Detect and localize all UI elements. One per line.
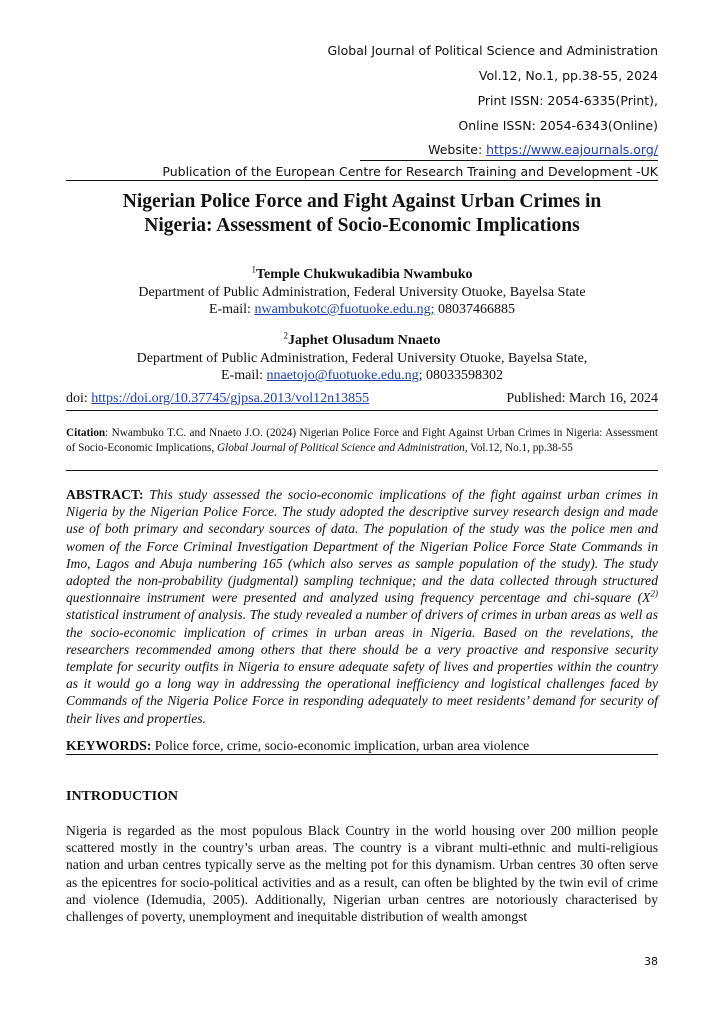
introduction-text: Nigeria is regarded as the most populous Black Country in the world housing over 200 million people scattered mostly in the country’s urban areas. The country is a vibrant multi-ethnic and multi-religious nation and urban centres typically serve as the melting pot for this dynamism. Urban centres 30 often serve as the epicentres for socio-political activities and as a result, can often be blighted by the twin evil of crime and violence (Idemudia, 2005). Additionally, Nigerian urban centres are notoriously characterised by challenges of poverty, unemployment and inequitable distribution of wealth amongst — [66, 823, 658, 925]
citation-journal: Global Journal of Political Science and Administration — [217, 442, 465, 454]
author2-contact — [60, 367, 664, 384]
citation-text-b: , Vol.12, No.1, pp.38-55 — [464, 442, 573, 454]
header-rule-bottom — [66, 180, 658, 181]
author2-sup: 2 — [283, 330, 289, 341]
author1-name — [60, 266, 664, 283]
journal-name: Global Journal of Political Science and Administration — [327, 43, 658, 58]
author1-phone: 08037466885 — [434, 302, 516, 317]
title-line-1: Nigerian Police Force and Fight Against Urban Crimes in — [122, 191, 602, 212]
author1-sup: 1 — [251, 264, 256, 275]
doi-line — [66, 391, 369, 407]
author2-phone: ; 08033598302 — [418, 368, 503, 383]
doi-rule — [66, 410, 658, 411]
abstract-block — [66, 486, 658, 727]
citation-label: Citation — [66, 427, 106, 439]
author1-contact — [60, 301, 664, 318]
abstract-text-b: statistical instrument of analysis. The study revealed a number of drivers of crimes in urban areas as well as the socio-economic implication of crimes in urban areas in Nigeria. Based on the revelations, the researchers recommended among others that there should be a very proactive and responsive security template for security outfits in Nigeria to ensure adequate safety of lives and properties within the country as it would go a long way in addressing the operational inefficiency and logistical challenges faced by Commands of the Nigeria Police Force in responding adequately to meet residents’ demand for security of their lives and properties. — [66, 607, 658, 726]
online-issn: Online ISSN: 2054-6343(Online) — [458, 118, 658, 133]
website-link[interactable]: https://www.eajournals.org/ — [486, 142, 658, 157]
abstract-sup: 2) — [650, 588, 658, 599]
keywords-block — [66, 738, 658, 754]
citation-rule — [66, 470, 658, 471]
published-date: Published: March 16, 2024 — [506, 391, 658, 406]
website-line — [428, 142, 658, 157]
author1-email-label: E-mail: — [208, 302, 255, 317]
header-rule-top — [360, 160, 658, 161]
paper-title — [60, 190, 664, 238]
abstract-text-a: This study assessed the socio-economic implications of the fight against urban crimes in Nigeria by the Nigerian Police Force. The study adopted the descriptive survey research design and made use of both primary and secondary sources of data. The population of the study was the police men and women of the Force Criminal Investigation Department of the Nigerian Police Force State Commands in Imo, Lagos and Abuja numbering 165 (which also serves as sample population of the study). The study adopted the non-probability (judgmental) sampling technique; and the data collected through structured questionnaire instrument were presented and analyzed using frequency percentage and chi-square (X — [66, 487, 658, 606]
keywords-label: KEYWORDS: — [66, 738, 152, 753]
keywords-rule — [66, 754, 658, 755]
doi-link[interactable]: https://doi.org/10.37745/gjpsa.2013/vol12n13855 — [91, 391, 370, 406]
author1-email-link[interactable]: nwambukotc@fuotuoke.edu.ng; — [254, 302, 435, 317]
citation-block — [66, 426, 658, 456]
author2-email-label: E-mail: — [221, 368, 267, 383]
author2-email-link[interactable]: nnaetojo@fuotuoke.edu.ng — [266, 368, 419, 383]
keywords-text: Police force, crime, socio-economic implication, urban area violence — [151, 738, 530, 753]
author1-name-text: Temple Chukwukadibia Nwambuko — [255, 267, 473, 282]
publisher-line: Publication of the European Centre for Research Training and Development -UK — [162, 164, 658, 179]
introduction-heading: INTRODUCTION — [66, 789, 179, 804]
title-line-2: Nigeria: Assessment of Socio-Economic Implications — [144, 215, 580, 236]
author1-dept: Department of Public Administration, Federal University Otuoke, Bayelsa State — [138, 285, 586, 300]
citation-text-a: : Nwambuko T.C. and Nnaeto J.O. (2024) Nigerian Police Force and Fight Against Urban Crimes in Nigeria: Assessment of Socio-Economic Implications, — [66, 427, 658, 454]
author2-dept: Department of Public Administration, Federal University Otuoke, Bayelsa State, — [136, 351, 588, 366]
abstract-label: ABSTRACT: — [66, 487, 144, 502]
doi-label: doi: — [66, 391, 92, 406]
author2-name-text: Japhet Olusadum Nnaeto — [288, 333, 441, 348]
website-label: Website: — [428, 142, 487, 157]
print-issn: Print ISSN: 2054-6335(Print), — [477, 93, 658, 108]
author2-name — [60, 332, 664, 349]
page-number: 38 — [644, 955, 658, 968]
volume-info: Vol.12, No.1, pp.38-55, 2024 — [478, 68, 658, 83]
